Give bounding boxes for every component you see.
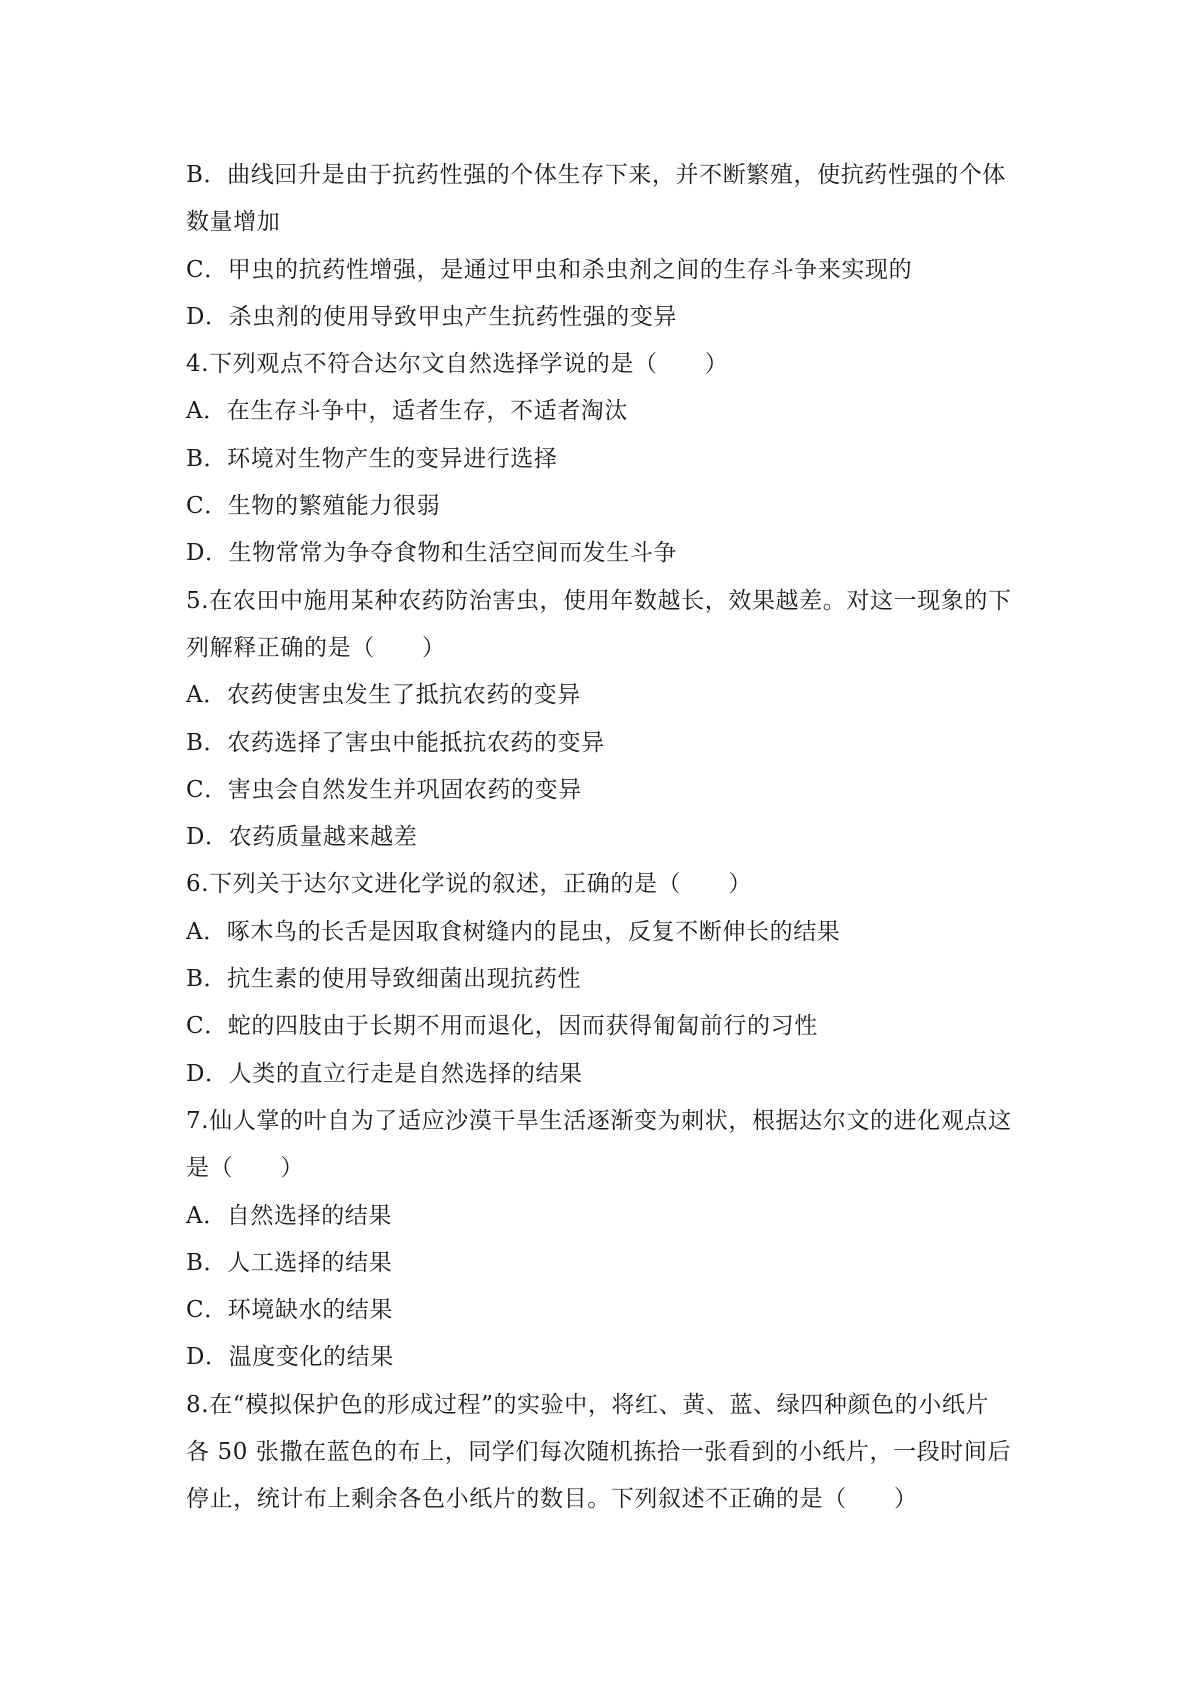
option-line: A．农药使害虫发生了抵抗农药的变异 [186, 682, 581, 709]
option-line: D．农药质量越来越差 [186, 824, 418, 851]
option-line: D．温度变化的结果 [186, 1344, 394, 1371]
option-line: C．环境缺水的结果 [186, 1297, 393, 1324]
option-line: B．农药选择了害虫中能抵抗农药的变异 [186, 729, 605, 756]
question-stem: 4.下列观点不符合达尔文自然选择学说的是（ ） [186, 351, 729, 378]
question-stem: 是（ ） [186, 1155, 304, 1182]
question-stem: 7.仙人掌的叶自为了适应沙漠干旱生活逐渐变为刺状，根据达尔文的进化观点这 [186, 1107, 1012, 1134]
option-line: A．自然选择的结果 [186, 1202, 393, 1229]
option-line: A．啄木鸟的长舌是因取食树缝内的昆虫，反复不断伸长的结果 [186, 918, 841, 945]
question-stem: 列解释正确的是（ ） [186, 634, 446, 661]
question-stem: 停止，统计布上剩余各色小纸片的数目。下列叙述不正确的是（ ） [186, 1486, 918, 1513]
option-line: C．害虫会自然发生并巩固农药的变异 [186, 776, 582, 803]
question-stem: 6.下列关于达尔文进化学说的叙述，正确的是（ ） [186, 871, 752, 898]
option-line: D．人类的直立行走是自然选择的结果 [186, 1060, 583, 1087]
question-text [186, 152, 1026, 1524]
option-line: B．抗生素的使用导致细菌出现抗药性 [186, 966, 582, 993]
option-line: D．杀虫剂的使用导致甲虫产生抗药性强的变异 [186, 303, 678, 330]
option-line: B．人工选择的结果 [186, 1249, 393, 1276]
option-line: 数量增加 [186, 209, 281, 236]
question-stem: 各 50 张撒在蓝色的布上，同学们每次随机拣拾一张看到的小纸片，一段时间后 [186, 1439, 1012, 1466]
question-stem: 5.在农田中施用某种农药防治害虫，使用年数越长，效果越差。对这一现象的下 [186, 587, 1012, 614]
option-line: D．生物常常为争夺食物和生活空间而发生斗争 [186, 540, 678, 567]
option-line: C．蛇的四肢由于长期不用而退化，因而获得匍匐前行的习性 [186, 1013, 818, 1040]
option-line: A．在生存斗争中，适者生存，不适者淘汰 [186, 398, 629, 425]
option-line: B．曲线回升是由于抗药性强的个体生存下来，并不断繁殖，使抗药性强的个体 [186, 162, 1006, 188]
option-line: C．甲虫的抗药性增强，是通过甲虫和杀虫剂之间的生存斗争来实现的 [186, 256, 913, 283]
option-line: B．环境对生物产生的变异进行选择 [186, 445, 558, 472]
question-stem: 8.在“模拟保护色的形成过程”的实验中，将红、黄、蓝、绿四种颜色的小纸片 [186, 1391, 990, 1418]
option-line: C．生物的繁殖能力很弱 [186, 493, 441, 520]
